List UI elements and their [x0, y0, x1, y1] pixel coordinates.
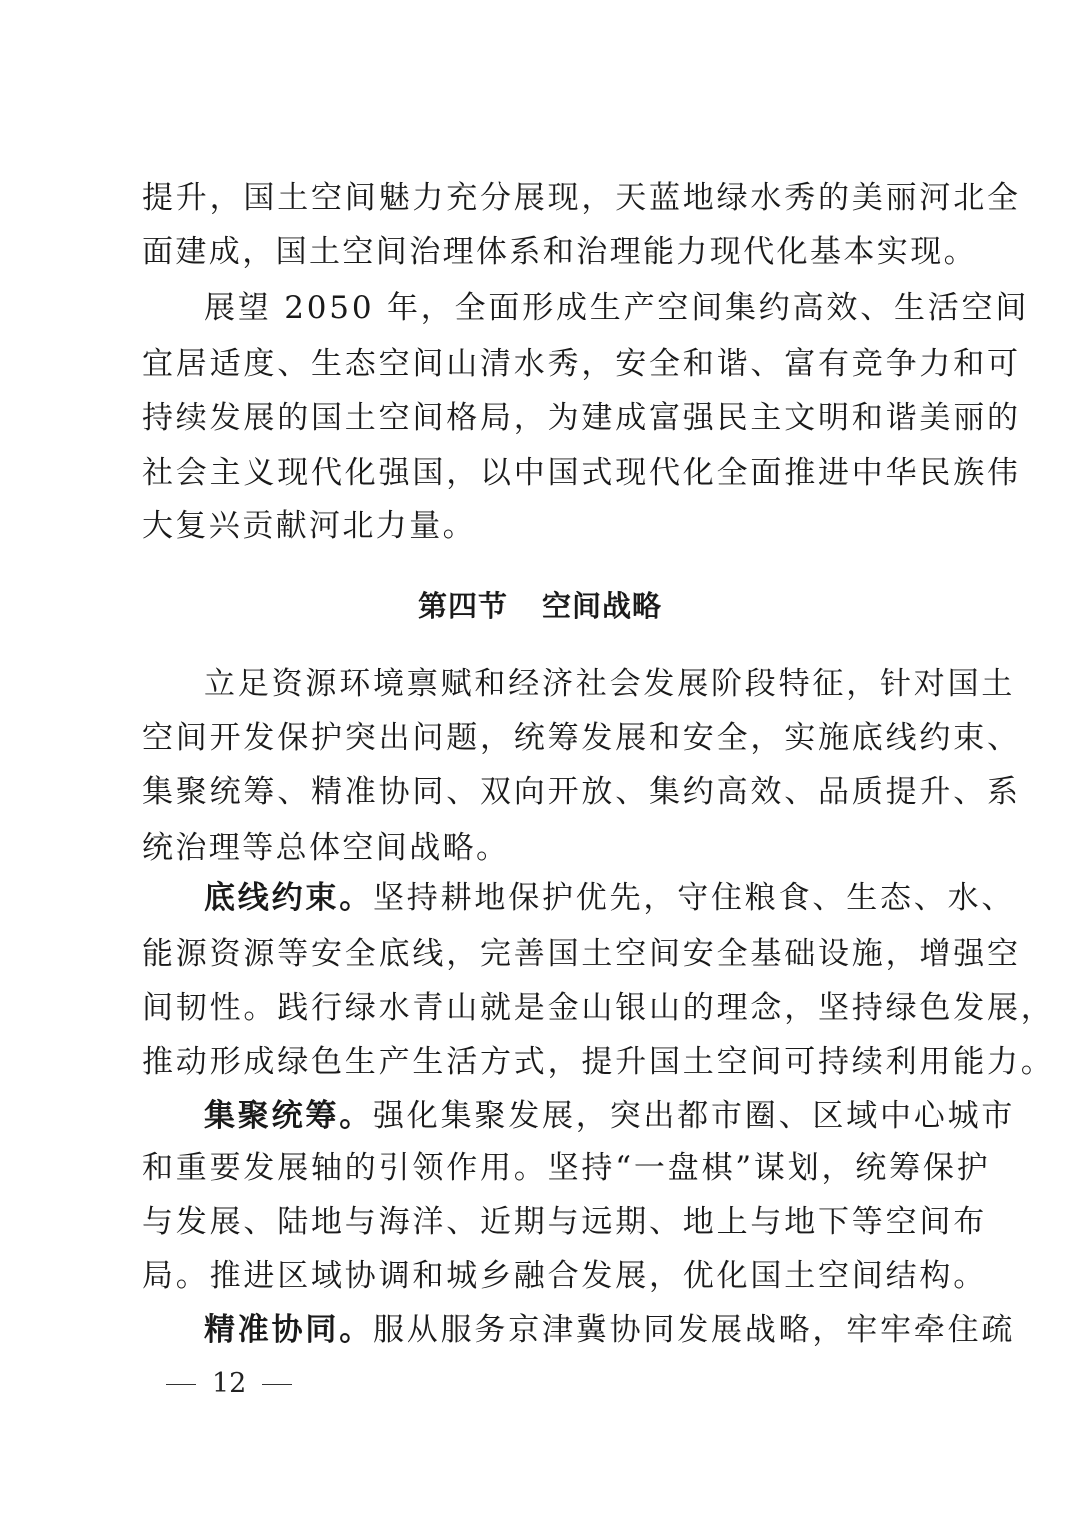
text-line: 大复兴贡献河北力量。 — [142, 508, 476, 544]
text-line: 立足资源环境禀赋和经济社会发展阶段特征，针对国土 — [204, 666, 1016, 702]
text-line: 宜居适度、生态空间山清水秀，安全和谐、富有竞争力和可 — [142, 346, 1021, 382]
paragraph-first-line — [204, 878, 1016, 918]
section-title: 空间战略 — [542, 589, 663, 623]
text-line: 与发展、陆地与海洋、近期与远期、地上与地下等空间布 — [142, 1204, 987, 1240]
page-number: 12 — [212, 1368, 247, 1399]
section-number: 第四节 — [417, 589, 508, 623]
text-line: 能源资源等安全底线，完善国土空间安全基础设施，增强空 — [142, 936, 1021, 972]
text-line: 空间开发保护突出问题，统筹发展和安全，实施底线约束、 — [142, 720, 1021, 756]
paragraph-text: 坚持耕地保护优先，守住粮食、生态、水、 — [373, 880, 1016, 916]
paragraph-first-line — [204, 1310, 1016, 1350]
text-line: 持续发展的国土空间格局，为建成富强民主文明和谐美丽的 — [142, 400, 1021, 436]
paragraph-lead: 集聚统筹。 — [204, 1098, 373, 1134]
footer-dash-right — [262, 1384, 292, 1385]
footer-dash-left — [166, 1384, 196, 1385]
text-line: 统治理等总体空间战略。 — [142, 830, 510, 866]
text-line: 集聚统筹、精准协同、双向开放、集约高效、品质提升、系 — [142, 774, 1021, 810]
text-line: 间韧性。践行绿水青山就是金山银山的理念，坚持绿色发展， — [142, 990, 1055, 1026]
text-line: 展望 2050 年，全面形成生产空间集约高效、生活空间 — [204, 290, 1030, 326]
paragraph-text: 服从服务京津冀协同发展战略，牢牢牵住疏 — [373, 1312, 1016, 1348]
paragraph-text: 强化集聚发展，突出都市圈、区域中心城市 — [373, 1098, 1016, 1134]
page-footer — [150, 1364, 308, 1404]
text-line: 提升，国土空间魅力充分展现，天蓝地绿水秀的美丽河北全 — [142, 180, 1021, 216]
text-line: 和重要发展轴的引领作用。坚持“一盘棋”谋划，统筹保护 — [142, 1150, 991, 1186]
section-heading — [0, 586, 1080, 626]
text-line: 推动形成绿色生产生活方式，提升国土空间可持续利用能力。 — [142, 1044, 1055, 1080]
text-line: 面建成，国土空间治理体系和治理能力现代化基本实现。 — [142, 234, 977, 270]
text-line: 社会主义现代化强国，以中国式现代化全面推进中华民族伟 — [142, 455, 1021, 491]
paragraph-first-line — [204, 1096, 1016, 1136]
text-line: 局。推进区域协调和城乡融合发展，优化国土空间结构。 — [142, 1258, 987, 1294]
paragraph-lead: 精准协同。 — [204, 1312, 373, 1348]
paragraph-lead: 底线约束。 — [204, 880, 373, 916]
